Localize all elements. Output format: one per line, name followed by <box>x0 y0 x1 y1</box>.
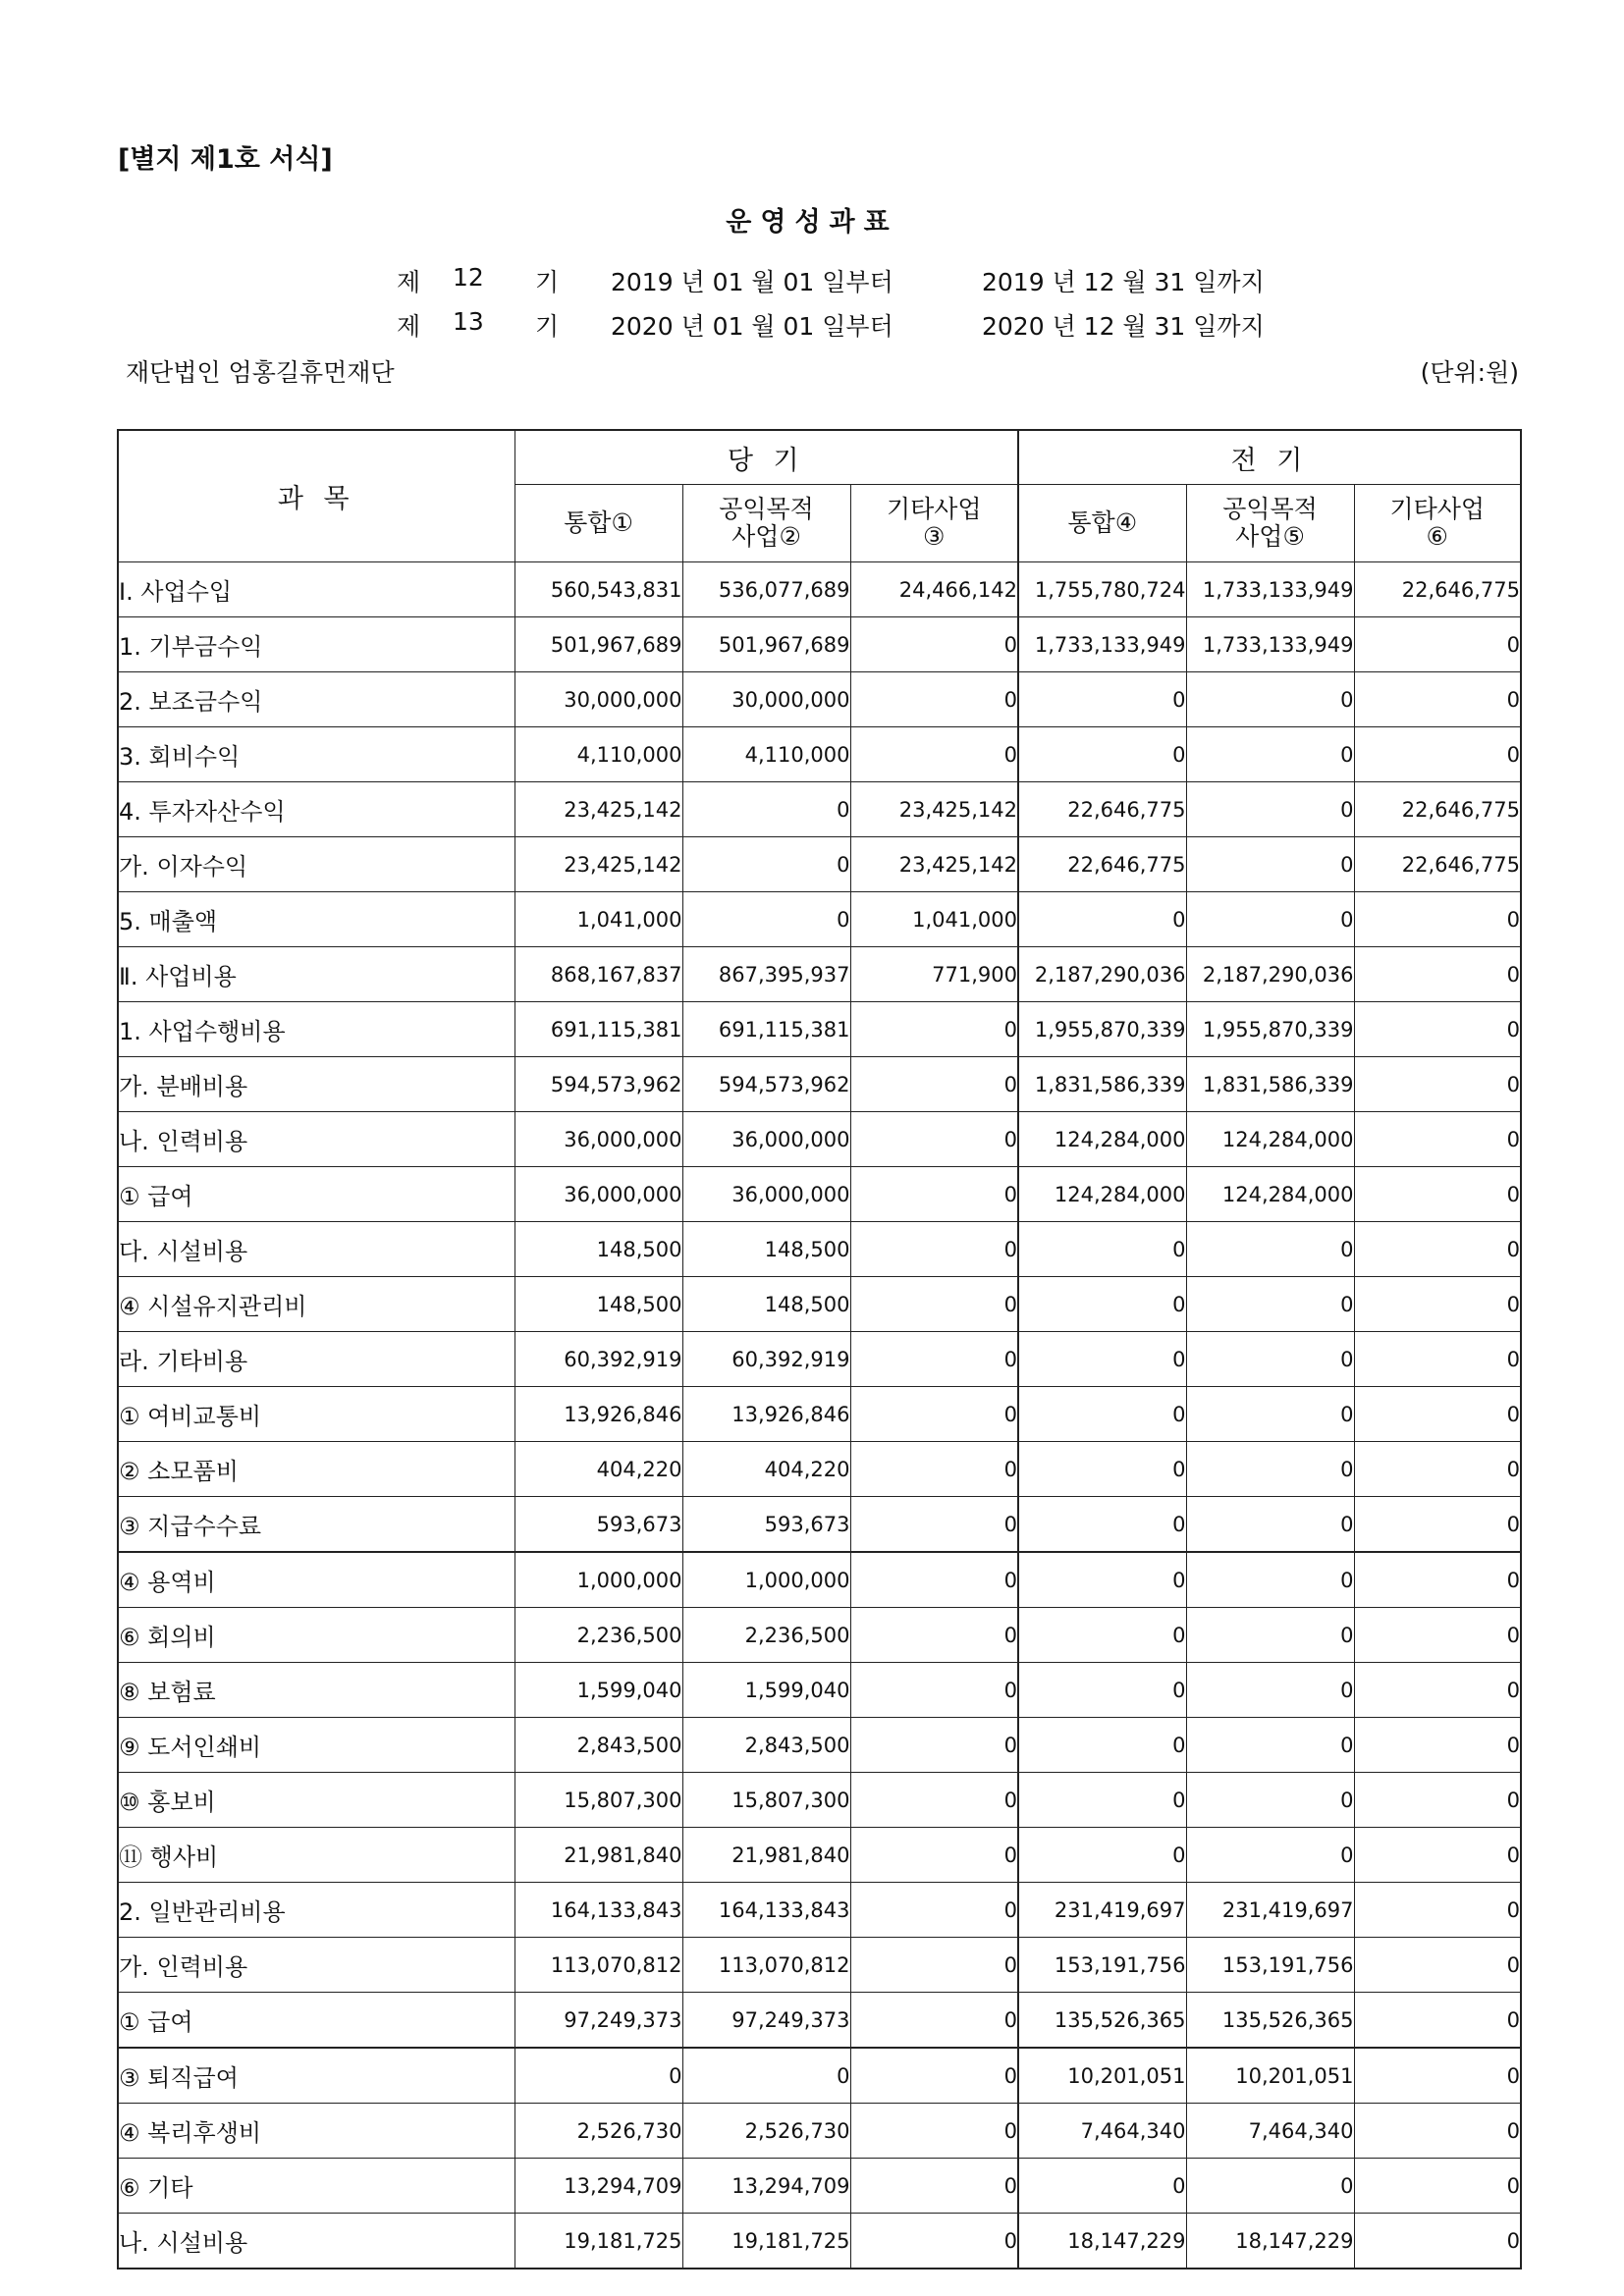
amount-cell: 21,981,840 <box>682 1828 850 1883</box>
amount-cell: 153,191,756 <box>1018 1938 1186 1993</box>
amount-cell: 2,236,500 <box>682 1608 850 1663</box>
amount-cell: 0 <box>850 1002 1018 1057</box>
row-subject: ⑩ 홍보비 <box>118 1773 514 1828</box>
amount-cell: 1,733,133,949 <box>1186 617 1354 672</box>
amount-cell: 0 <box>1354 1277 1521 1332</box>
row-subject: ③ 퇴직급여 <box>118 2048 514 2104</box>
table-row <box>118 1112 1521 1167</box>
subject-header: 과 목 <box>118 430 514 562</box>
row-subject: ④ 복리후생비 <box>118 2104 514 2159</box>
amount-cell: 0 <box>1354 1497 1521 1553</box>
column-header: 통합④ <box>1018 485 1186 562</box>
amount-cell: 0 <box>1186 782 1354 837</box>
amount-cell: 0 <box>1018 1442 1186 1497</box>
amount-cell: 594,573,962 <box>514 1057 682 1112</box>
amount-cell: 15,807,300 <box>514 1773 682 1828</box>
amount-cell: 0 <box>1354 1112 1521 1167</box>
amount-cell: 2,843,500 <box>514 1718 682 1773</box>
amount-cell: 36,000,000 <box>514 1167 682 1222</box>
table-row <box>118 2104 1521 2159</box>
amount-cell: 0 <box>1354 1442 1521 1497</box>
row-subject: 가. 이자수익 <box>118 837 514 892</box>
amount-cell: 0 <box>514 2048 682 2104</box>
amount-cell: 0 <box>1186 1497 1354 1553</box>
amount-cell: 23,425,142 <box>850 782 1018 837</box>
amount-cell: 1,831,586,339 <box>1018 1057 1186 1112</box>
table-row <box>118 782 1521 837</box>
table-row <box>118 1057 1521 1112</box>
amount-cell: 0 <box>850 1552 1018 1608</box>
amount-cell: 0 <box>1186 672 1354 727</box>
row-subject: ③ 지급수수료 <box>118 1497 514 1553</box>
amount-cell: 231,419,697 <box>1186 1883 1354 1938</box>
amount-cell: 0 <box>1354 1773 1521 1828</box>
amount-cell: 0 <box>1354 947 1521 1002</box>
amount-cell: 97,249,373 <box>514 1993 682 2049</box>
amount-cell: 2,526,730 <box>514 2104 682 2159</box>
amount-cell: 124,284,000 <box>1018 1167 1186 1222</box>
column-header: 기타사업 ⑥ <box>1354 485 1521 562</box>
amount-cell: 0 <box>850 1332 1018 1387</box>
amount-cell: 0 <box>1018 1718 1186 1773</box>
row-subject: 나. 시설비용 <box>118 2214 514 2269</box>
amount-cell: 0 <box>850 1112 1018 1167</box>
amount-cell: 0 <box>850 727 1018 782</box>
amount-cell: 0 <box>1018 1828 1186 1883</box>
amount-cell: 0 <box>1354 1002 1521 1057</box>
table-row <box>118 2048 1521 2104</box>
amount-cell: 0 <box>1018 1222 1186 1277</box>
amount-cell: 1,041,000 <box>514 892 682 947</box>
amount-cell: 22,646,775 <box>1354 562 1521 617</box>
amount-cell: 0 <box>1354 1222 1521 1277</box>
amount-cell: 13,926,846 <box>682 1387 850 1442</box>
amount-cell: 30,000,000 <box>682 672 850 727</box>
amount-cell: 1,041,000 <box>850 892 1018 947</box>
row-subject: 1. 기부금수익 <box>118 617 514 672</box>
amount-cell: 21,981,840 <box>514 1828 682 1883</box>
row-subject: ① 여비교통비 <box>118 1387 514 1442</box>
amount-cell: 0 <box>850 1883 1018 1938</box>
amount-cell: 0 <box>1186 727 1354 782</box>
amount-cell: 22,646,775 <box>1018 782 1186 837</box>
amount-cell: 2,236,500 <box>514 1608 682 1663</box>
amount-cell: 0 <box>682 892 850 947</box>
amount-cell: 0 <box>1354 1167 1521 1222</box>
row-subject: 4. 투자자산수익 <box>118 782 514 837</box>
amount-cell: 2,187,290,036 <box>1186 947 1354 1002</box>
amount-cell: 113,070,812 <box>682 1938 850 1993</box>
amount-cell: 7,464,340 <box>1186 2104 1354 2159</box>
row-subject: ⑧ 보험료 <box>118 1663 514 1718</box>
table-row <box>118 1277 1521 1332</box>
period-end: 2019 년 12 월 31 일까지 <box>982 268 1265 296</box>
amount-cell: 23,425,142 <box>850 837 1018 892</box>
amount-cell: 0 <box>850 617 1018 672</box>
amount-cell: 148,500 <box>682 1277 850 1332</box>
table-row <box>118 837 1521 892</box>
amount-cell: 19,181,725 <box>682 2214 850 2269</box>
row-subject: 1. 사업수행비용 <box>118 1002 514 1057</box>
row-subject: ① 급여 <box>118 1167 514 1222</box>
amount-cell: 0 <box>1018 1773 1186 1828</box>
amount-cell: 18,147,229 <box>1186 2214 1354 2269</box>
amount-cell: 0 <box>1018 892 1186 947</box>
amount-cell: 0 <box>850 2214 1018 2269</box>
amount-cell: 1,000,000 <box>682 1552 850 1608</box>
table-row <box>118 672 1521 727</box>
table-row <box>118 1497 1521 1553</box>
amount-cell: 0 <box>1354 2214 1521 2269</box>
amount-cell: 22,646,775 <box>1018 837 1186 892</box>
amount-cell: 97,249,373 <box>682 1993 850 2049</box>
amount-cell: 135,526,365 <box>1018 1993 1186 2049</box>
table-row <box>118 2159 1521 2214</box>
table-row <box>118 2214 1521 2269</box>
column-header: 공익목적 사업⑤ <box>1186 485 1354 562</box>
amount-cell: 0 <box>1186 892 1354 947</box>
amount-cell: 0 <box>682 837 850 892</box>
row-subject: ② 소모품비 <box>118 1442 514 1497</box>
amount-cell: 0 <box>850 672 1018 727</box>
amount-cell: 0 <box>1354 1883 1521 1938</box>
table-row <box>118 1552 1521 1608</box>
amount-cell: 4,110,000 <box>682 727 850 782</box>
amount-cell: 0 <box>1354 1387 1521 1442</box>
amount-cell: 0 <box>1186 2159 1354 2214</box>
row-subject: ① 급여 <box>118 1993 514 2049</box>
amount-cell: 1,755,780,724 <box>1018 562 1186 617</box>
amount-cell: 0 <box>1354 1663 1521 1718</box>
row-subject: 라. 기타비용 <box>118 1332 514 1387</box>
amount-cell: 60,392,919 <box>514 1332 682 1387</box>
amount-cell: 148,500 <box>514 1222 682 1277</box>
row-subject: 가. 인력비용 <box>118 1938 514 1993</box>
amount-cell: 501,967,689 <box>514 617 682 672</box>
table-row <box>118 1608 1521 1663</box>
amount-cell: 1,000,000 <box>514 1552 682 1608</box>
amount-cell: 0 <box>1018 1332 1186 1387</box>
column-header: 통합① <box>514 485 682 562</box>
amount-cell: 501,967,689 <box>682 617 850 672</box>
form-label: [별지 제1호 서식] <box>118 144 333 175</box>
table-row <box>118 1222 1521 1277</box>
amount-cell: 0 <box>1354 1828 1521 1883</box>
amount-cell: 0 <box>1186 1332 1354 1387</box>
table-row <box>118 617 1521 672</box>
table-row <box>118 1387 1521 1442</box>
amount-cell: 594,573,962 <box>682 1057 850 1112</box>
amount-cell: 0 <box>1354 1608 1521 1663</box>
amount-cell: 2,526,730 <box>682 2104 850 2159</box>
amount-cell: 60,392,919 <box>682 1332 850 1387</box>
amount-cell: 0 <box>850 2104 1018 2159</box>
period-term: 12 <box>453 263 484 292</box>
amount-cell: 36,000,000 <box>682 1167 850 1222</box>
amount-cell: 0 <box>850 1497 1018 1553</box>
amount-cell: 0 <box>1354 2104 1521 2159</box>
prior-period-header: 전 기 <box>1018 430 1521 485</box>
period-suffix: 기 <box>535 268 560 296</box>
amount-cell: 36,000,000 <box>682 1112 850 1167</box>
amount-cell: 0 <box>850 1057 1018 1112</box>
amount-cell: 0 <box>850 1608 1018 1663</box>
amount-cell: 0 <box>1354 1057 1521 1112</box>
amount-cell: 0 <box>1186 1608 1354 1663</box>
amount-cell: 1,955,870,339 <box>1186 1002 1354 1057</box>
row-subject: ⑨ 도서인쇄비 <box>118 1718 514 1773</box>
amount-cell: 0 <box>1186 837 1354 892</box>
amount-cell: 0 <box>1354 2159 1521 2214</box>
amount-cell: 0 <box>850 2048 1018 2104</box>
amount-cell: 22,646,775 <box>1354 837 1521 892</box>
amount-cell: 164,133,843 <box>514 1883 682 1938</box>
amount-cell: 867,395,937 <box>682 947 850 1002</box>
amount-cell: 0 <box>1186 1222 1354 1277</box>
company-name: 재단법인 엄홍길휴먼재단 <box>126 358 395 387</box>
amount-cell: 13,926,846 <box>514 1387 682 1442</box>
amount-cell: 0 <box>850 1993 1018 2049</box>
amount-cell: 0 <box>850 1222 1018 1277</box>
amount-cell: 0 <box>1354 1332 1521 1387</box>
amount-cell: 18,147,229 <box>1018 2214 1186 2269</box>
period-start: 2019 년 01 월 01 일부터 <box>611 268 893 296</box>
amount-cell: 0 <box>1354 1993 1521 2049</box>
amount-cell: 164,133,843 <box>682 1883 850 1938</box>
amount-cell: 0 <box>1186 1552 1354 1608</box>
amount-cell: 113,070,812 <box>514 1938 682 1993</box>
amount-cell: 1,733,133,949 <box>1186 562 1354 617</box>
amount-cell: 10,201,051 <box>1018 2048 1186 2104</box>
amount-cell: 0 <box>1018 1277 1186 1332</box>
amount-cell: 22,646,775 <box>1354 782 1521 837</box>
amount-cell: 13,294,709 <box>514 2159 682 2214</box>
amount-cell: 560,543,831 <box>514 562 682 617</box>
period-term: 13 <box>453 307 484 336</box>
period-start: 2020 년 01 월 01 일부터 <box>611 312 893 341</box>
amount-cell: 7,464,340 <box>1018 2104 1186 2159</box>
amount-cell: 0 <box>682 782 850 837</box>
amount-cell: 124,284,000 <box>1186 1167 1354 1222</box>
amount-cell: 2,187,290,036 <box>1018 947 1186 1002</box>
amount-cell: 15,807,300 <box>682 1773 850 1828</box>
amount-cell: 231,419,697 <box>1018 1883 1186 1938</box>
amount-cell: 1,599,040 <box>682 1663 850 1718</box>
amount-cell: 0 <box>850 1277 1018 1332</box>
table-row <box>118 1883 1521 1938</box>
amount-cell: 0 <box>1018 1497 1186 1553</box>
period-suffix: 기 <box>535 312 560 341</box>
row-subject: 나. 인력비용 <box>118 1112 514 1167</box>
amount-cell: 4,110,000 <box>514 727 682 782</box>
amount-cell: 593,673 <box>682 1497 850 1553</box>
table-row <box>118 1167 1521 1222</box>
amount-cell: 0 <box>1018 2159 1186 2214</box>
amount-cell: 153,191,756 <box>1186 1938 1354 1993</box>
amount-cell: 0 <box>850 1938 1018 1993</box>
amount-cell: 0 <box>1186 1718 1354 1773</box>
amount-cell: 0 <box>850 1718 1018 1773</box>
row-subject: ⑥ 회의비 <box>118 1608 514 1663</box>
amount-cell: 124,284,000 <box>1186 1112 1354 1167</box>
table-row <box>118 1938 1521 1993</box>
amount-cell: 0 <box>850 1442 1018 1497</box>
amount-cell: 0 <box>1354 617 1521 672</box>
row-subject: 2. 보조금수익 <box>118 672 514 727</box>
amount-cell: 36,000,000 <box>514 1112 682 1167</box>
row-subject: ④ 용역비 <box>118 1552 514 1608</box>
amount-cell: 24,466,142 <box>850 562 1018 617</box>
amount-cell: 0 <box>1354 892 1521 947</box>
row-subject: 2. 일반관리비용 <box>118 1883 514 1938</box>
document-title: 운영성과표 <box>726 207 898 238</box>
row-subject: 3. 회비수익 <box>118 727 514 782</box>
amount-cell: 1,831,586,339 <box>1186 1057 1354 1112</box>
amount-cell: 2,843,500 <box>682 1718 850 1773</box>
table-row <box>118 1773 1521 1828</box>
table-row <box>118 947 1521 1002</box>
row-subject: Ⅰ. 사업수입 <box>118 562 514 617</box>
amount-cell: 0 <box>1186 1442 1354 1497</box>
amount-cell: 0 <box>1354 1938 1521 1993</box>
operating-results-table <box>117 429 1522 2269</box>
row-subject: 5. 매출액 <box>118 892 514 947</box>
amount-cell: 0 <box>850 1167 1018 1222</box>
amount-cell: 1,955,870,339 <box>1018 1002 1186 1057</box>
amount-cell: 0 <box>1354 1718 1521 1773</box>
current-period-header: 당 기 <box>514 430 1018 485</box>
amount-cell: 148,500 <box>514 1277 682 1332</box>
amount-cell: 0 <box>1354 727 1521 782</box>
amount-cell: 0 <box>1018 727 1186 782</box>
amount-cell: 404,220 <box>682 1442 850 1497</box>
amount-cell: 0 <box>1186 1663 1354 1718</box>
table-row <box>118 1663 1521 1718</box>
table-row <box>118 1332 1521 1387</box>
column-header: 공익목적 사업② <box>682 485 850 562</box>
amount-cell: 593,673 <box>514 1497 682 1553</box>
table-row <box>118 1002 1521 1057</box>
amount-cell: 23,425,142 <box>514 782 682 837</box>
table-row <box>118 892 1521 947</box>
row-subject: Ⅱ. 사업비용 <box>118 947 514 1002</box>
row-subject: ⑥ 기타 <box>118 2159 514 2214</box>
amount-cell: 135,526,365 <box>1186 1993 1354 2049</box>
table-row <box>118 1442 1521 1497</box>
table-row <box>118 727 1521 782</box>
row-subject: 가. 분배비용 <box>118 1057 514 1112</box>
amount-cell: 148,500 <box>682 1222 850 1277</box>
amount-cell: 0 <box>850 1387 1018 1442</box>
amount-cell: 0 <box>1186 1387 1354 1442</box>
amount-cell: 0 <box>850 1773 1018 1828</box>
row-subject: ⑪ 행사비 <box>118 1828 514 1883</box>
amount-cell: 124,284,000 <box>1018 1112 1186 1167</box>
amount-cell: 691,115,381 <box>514 1002 682 1057</box>
amount-cell: 0 <box>1186 1277 1354 1332</box>
period-end: 2020 년 12 월 31 일까지 <box>982 312 1265 341</box>
amount-cell: 868,167,837 <box>514 947 682 1002</box>
amount-cell: 10,201,051 <box>1186 2048 1354 2104</box>
amount-cell: 0 <box>1018 672 1186 727</box>
table-row <box>118 1718 1521 1773</box>
amount-cell: 0 <box>682 2048 850 2104</box>
amount-cell: 0 <box>1018 1608 1186 1663</box>
column-header: 기타사업 ③ <box>850 485 1018 562</box>
unit-label: (단위:원) <box>1420 358 1519 387</box>
amount-cell: 0 <box>1018 1663 1186 1718</box>
amount-cell: 0 <box>850 2159 1018 2214</box>
amount-cell: 0 <box>1354 672 1521 727</box>
amount-cell: 0 <box>850 1663 1018 1718</box>
amount-cell: 691,115,381 <box>682 1002 850 1057</box>
row-subject: 다. 시설비용 <box>118 1222 514 1277</box>
table-row <box>118 562 1521 617</box>
amount-cell: 23,425,142 <box>514 837 682 892</box>
amount-cell: 0 <box>1186 1773 1354 1828</box>
amount-cell: 1,733,133,949 <box>1018 617 1186 672</box>
amount-cell: 0 <box>1018 1387 1186 1442</box>
amount-cell: 0 <box>1354 1552 1521 1608</box>
amount-cell: 13,294,709 <box>682 2159 850 2214</box>
amount-cell: 30,000,000 <box>514 672 682 727</box>
period-label: 제 <box>397 268 421 296</box>
amount-cell: 19,181,725 <box>514 2214 682 2269</box>
amount-cell: 0 <box>1186 1828 1354 1883</box>
row-subject: ④ 시설유지관리비 <box>118 1277 514 1332</box>
amount-cell: 404,220 <box>514 1442 682 1497</box>
amount-cell: 0 <box>1354 2048 1521 2104</box>
table-row <box>118 1993 1521 2049</box>
amount-cell: 1,599,040 <box>514 1663 682 1718</box>
amount-cell: 0 <box>850 1828 1018 1883</box>
period-label: 제 <box>397 312 421 341</box>
amount-cell: 771,900 <box>850 947 1018 1002</box>
amount-cell: 0 <box>1018 1552 1186 1608</box>
table-row <box>118 1828 1521 1883</box>
amount-cell: 536,077,689 <box>682 562 850 617</box>
